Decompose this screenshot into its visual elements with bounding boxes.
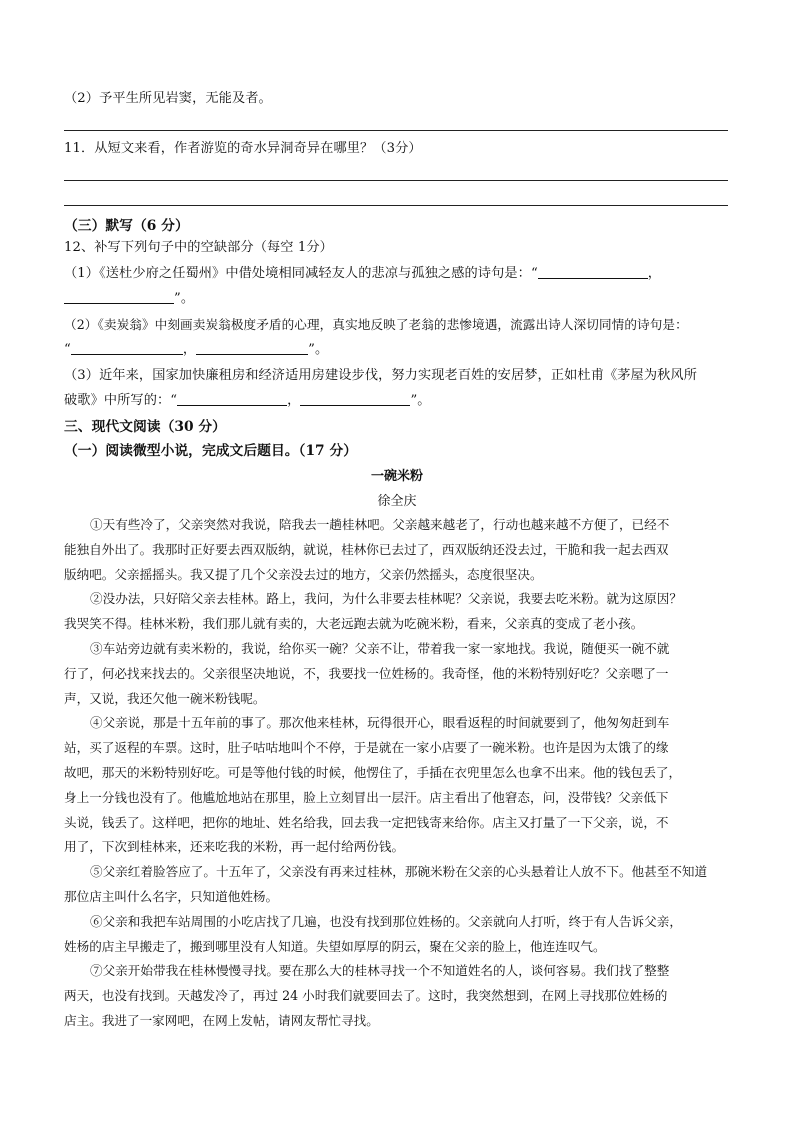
section-heading-dictation: （三）默写（6 分） — [64, 218, 189, 234]
question-12-3-line2: 破歌》中所写的：“ ， ”。 — [64, 393, 431, 408]
answer-line — [64, 180, 728, 181]
question-12-1-line1: （1）《送杜少府之任蜀州》中借处境相同减轻友人的悲凉与孤独之感的诗句是：“ ， — [64, 266, 662, 281]
fill-blank[interactable] — [177, 391, 287, 406]
question-12-3-line1: （3）近年来，国家加快廉租房和经济适用房建设步伐，努力实现老百姓的安居梦，正如杜甫《茅屋为秋风所 — [64, 368, 697, 383]
paragraph-4: ④父亲说，那是十五年前的事了。那次他来桂林，玩得很开心，眼看返程的时间就要到了，他匆匆赶到车 站，买了返程的车票。这时，肚子咕咕地叫个不停，于是就在一家小店要了一碗米粉。也许是因为太饿了的缘 故吧，那天的米粉特别好吃。可是等他付钱的时候，他愣住了，手插在衣兜里怎么也拿不出来。他的钱包丢了， 身上一分钱也没有了。他尴尬地站在那里，脸上立刻冒出一层汗。店主看出了他窘态，问，没带钱？父亲低下 头说，钱丢了。这样吧，把你的地址、姓名给我，回去我一定把钱寄来给你。店主又打量了一下父亲，说，不 用了，下次到桂林来，还来吃我的米粉，再一起付给两份钱。 — [64, 715, 682, 855]
fill-blank[interactable] — [71, 340, 183, 355]
question-12-2-line2: “ ， ”。 — [64, 342, 329, 357]
story-title: 一碗米粉 — [370, 469, 423, 484]
answer-line — [64, 130, 728, 131]
question-10-2: （2）予平生所见岩窦，无能及者。 — [64, 91, 272, 106]
paragraph-6: ⑥父亲和我把车站周围的小吃店找了几遍，也没有找到那位姓杨的。父亲就向人打听，终于有人告诉父亲， 姓杨的店主早搬走了，搬到哪里没有人知道。失望如厚厚的阴云，聚在父亲的脸上，他连连叹气。 — [64, 913, 682, 954]
story-author: 徐全庆 — [377, 494, 417, 509]
subsection-heading-story: （一）阅读微型小说，完成文后题目。（17 分） — [64, 443, 358, 459]
fill-blank[interactable] — [64, 289, 174, 304]
story-body — [64, 513, 728, 1034]
question-12-2-line1: （2）《卖炭翁》中刻画卖炭翁极度矛盾的心理，真实地反映了老翁的悲惨境遇，流露出诗人深切同情的诗句是： — [64, 317, 688, 332]
answer-line — [64, 205, 728, 206]
question-12-intro: 12、补写下列句子中的空缺部分（每空 1分） — [64, 240, 333, 255]
question-12-1-line2: ”。 — [64, 289, 194, 309]
paragraph-1: ①天有些冷了，父亲突然对我说，陪我去一趟桂林吧。父亲越来越老了，行动也越来越不方便了，已经不 能独自外出了。我那时正好要去西双版纳，就说，桂林你已去过了，西双版纳还没去过，干脆和我一起去西双 版纳吧。父亲摇摇头。我又提了几个父亲没去过的地方，父亲仍然摇头，态度很坚决。 — [64, 517, 670, 582]
fill-blank[interactable] — [196, 340, 308, 355]
fill-blank[interactable] — [300, 391, 410, 406]
question-11: 11．从短文来看，作者游览的奇水异洞奇异在哪里？（3分） — [64, 141, 422, 156]
part-heading-modern-reading: 三、现代文阅读（30 分） — [64, 419, 226, 435]
fill-blank[interactable] — [538, 264, 648, 279]
paragraph-7: ⑦父亲开始带我在桂林慢慢寻找。要在那么大的桂林寻找一个不知道姓名的人，谈何容易。我们找了整整 两天，也没有找到。天越发冷了，再过 24 小时我们就要回去了。这时，我突然想到，在网上寻找那位姓杨的 店主。我进了一家网吧，在网上发帖，请网友帮忙寻找。 — [64, 963, 670, 1028]
paragraph-2: ②没办法，只好陪父亲去桂林。路上，我问，为什么非要去桂林呢？父亲说，我要去吃米粉。就为这原因？ 我哭笑不得。桂林米粉，我们那儿就有卖的，大老远跑去就为吃碗米粉，看来，父亲真的变成了老小孩。 — [64, 591, 682, 632]
paragraph-3: ③车站旁边就有卖米粉的，我说，给你买一碗？父亲不让，带着我一家一家地找。我说，随便买一碗不就 行了，何必找来找去的。父亲很坚决地说，不，我要找一位姓杨的。我奇怪，他的米粉特别好吃？父亲嗯了一 声，又说，我还欠他一碗米粉钱呢。 — [64, 640, 670, 706]
paragraph-5: ⑤父亲红着脸答应了。十五年了，父亲没有再来过桂林，那碗米粉在父亲的心头悬着让人放不下。他甚至不知道 那位店主叫什么名字，只知道他姓杨。 — [64, 864, 708, 904]
